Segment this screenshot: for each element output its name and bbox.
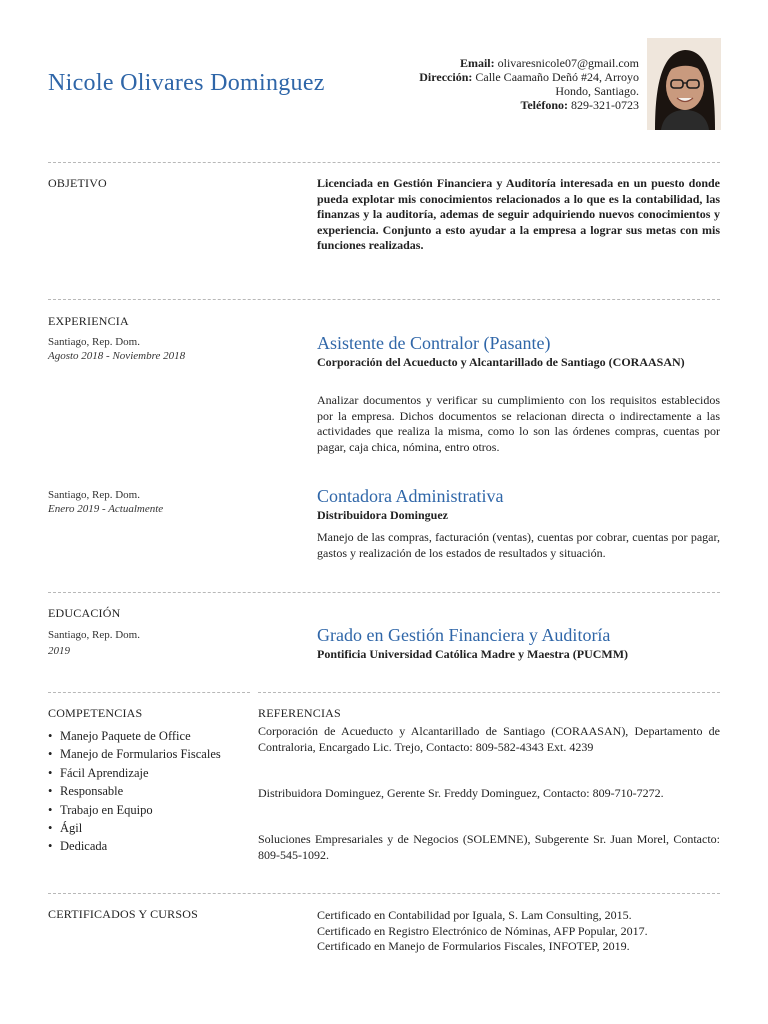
address-value-2: Hondo, Santiago. [555,84,639,98]
job-2-dates: Enero 2019 - Actualmente [48,503,164,515]
job-2-meta [48,488,163,516]
phone-line [339,98,639,112]
education-school: Pontificia Universidad Católica Madre y Maestra (PUCMM) [317,647,629,661]
email-label: Email: [459,56,495,70]
email-line [339,56,639,70]
divider [48,893,720,894]
candidate-name: Nicole Olivares Dominguez [48,70,325,96]
job-1-location: Santiago, Rep. Dom. [48,336,140,348]
education-degree: Grado en Gestión Financiera y Auditoría [317,625,611,645]
reference-item: Soluciones Empresariales y de Negocios (SOLEMNE), Subgerente Sr. Juan Morel, Contacto: 809-545-1092. [258,832,720,862]
job-2-role: Contadora Administrativa [317,486,504,506]
skill-item: • Manejo Paquete de Office [48,727,221,745]
profile-photo [647,38,721,130]
phone-value: 829-321-0723 [571,98,639,112]
contact-block [339,56,639,112]
skill-item: • Ágil [48,819,221,837]
skill-item: • Fácil Aprendizaje [48,764,221,782]
email-value[interactable]: olivaresnicole07@gmail.com [497,56,639,70]
certificate-item: Certificado en Manejo de Formularios Fiscales, INFOTEP, 2019. [317,939,630,953]
job-1-meta [48,335,185,363]
education-year: 2019 [48,645,70,657]
job-2-location: Santiago, Rep. Dom. [48,489,140,501]
experience-title: EXPERIENCIA [48,314,129,328]
job-1-role: Asistente de Contralor (Pasante) [317,333,551,353]
address-line [339,70,639,84]
job-1-description: Analizar documentos y verificar su cumplimiento con los requisitos establecidos por la empresa. Dichos documentos se relacionan directa o indirectamente a las actividades que realiza la misma, como lo son las órdenes compras, cuentas por pagar, caja chica, nómina, entro otros. [317,393,720,454]
phone-label: Teléfono: [520,98,568,112]
skill-item: • Manejo de Formularios Fiscales [48,745,221,763]
certificate-item: Certificado en Contabilidad por Iguala, S. Lam Consulting, 2015. [317,908,632,922]
job-1-company: Corporación del Acueducto y Alcantarillado de Santiago (CORAASAN) [317,355,685,369]
job-2-description: Manejo de las compras, facturación (ventas), cuentas por cobrar, cuentas por pagar, gastos y realización de los estados de resultados y situación. [317,530,720,560]
skills-list [48,727,221,856]
skills-title: COMPETENCIAS [48,706,143,720]
objective-title: OBJETIVO [48,176,107,190]
certificates-list [317,908,648,955]
divider [48,162,720,163]
certificates-title: CERTIFICADOS Y CURSOS [48,907,198,921]
skill-item: • Trabajo en Equipo [48,801,221,819]
reference-item: Corporación de Acueducto y Alcantarillado de Santiago (CORAASAN), Departamento de Contraloria, Encargado Lic. Trejo, Contacto: 809-582-4343 Ext. 4239 [258,724,720,754]
divider [258,692,720,693]
skill-item: • Dedicada [48,837,221,855]
education-title: EDUCACIÓN [48,606,121,620]
education-location: Santiago, Rep. Dom. [48,629,140,641]
objective-text: Licenciada en Gestión Financiera y Auditoría interesada en un puesto donde pueda explotar mis conocimientos relacionados a lo que es la contabilidad, las finanzas y la auditoría, ademas de seguir adquiriendo nuevos conocimientos y experiencia. Conjunto a esto ayudar a la empresa a lograr sus metas con mis funciones realizadas. [317,176,720,252]
address-value-1: Calle Caamaño Deñó #24, Arroyo [475,70,639,84]
job-1-dates: Agosto 2018 - Noviembre 2018 [48,350,186,362]
job-2-company: Distribuidora Dominguez [317,508,449,522]
education-meta [48,628,140,658]
divider [48,692,250,693]
reference-item: Distribuidora Dominguez, Gerente Sr. Freddy Dominguez, Contacto: 809-710-7272. [258,786,664,800]
address-label: Dirección: [419,70,473,84]
divider [48,592,720,593]
references-title: REFERENCIAS [258,706,341,720]
skill-item: • Responsable [48,782,221,800]
divider [48,299,720,300]
certificate-item: Certificado en Registro Electrónico de Nóminas, AFP Popular, 2017. [317,923,648,938]
